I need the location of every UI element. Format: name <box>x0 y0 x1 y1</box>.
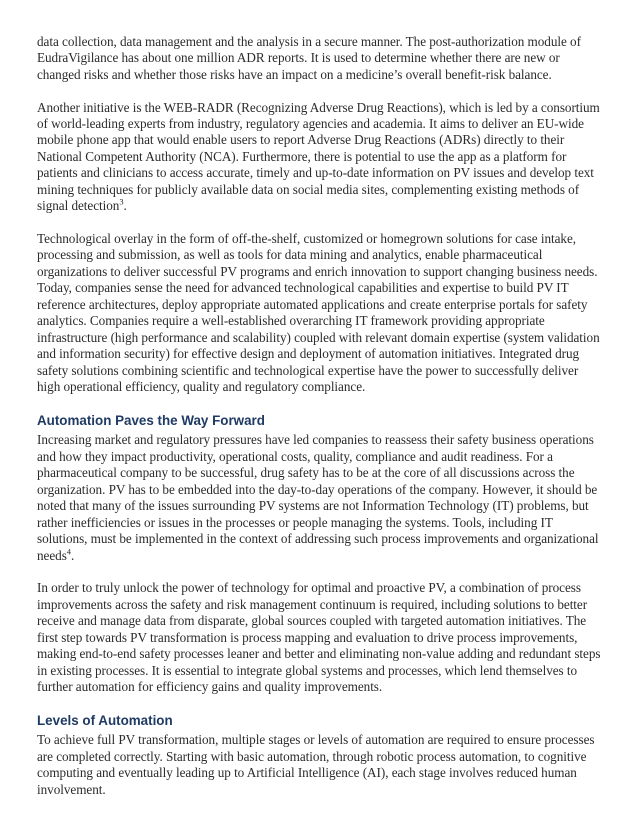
paragraph-market-pressures: Increasing market and regulatory pressures have led companies to reassess their safety business operations and how they impact productivity, operational costs, quality, compliance and audit readiness. For a pharmaceutical company to be successful, drug safety has to be at the core of all discussions across the organization. PV has to be embedded into the day-to-day operations of the company. However, it should be noted that many of the issues surrounding PV systems are not Information Technology (IT) problems, but rather inefficiencies or issues in the processes or people managing the systems. Tools, including IT solutions, must be implemented in the context of addressing such process improvements and organizational needs$^4$. <box>37 432 599 563</box>
paragraph-eudravigilance: data collection, data management and the analysis in a secure manner. The post-authorization module of EudraVigilance has about one million ADR reports. It is used to determine whether there are new or changed risks and whether those risks have an impact on a medicine’s overall benefit-risk balance. <box>37 34 581 82</box>
paragraph-unlock-power: In order to truly unlock the power of technology for optimal and proactive PV, a combination of process improvements across the safety and risk management continuum is required, including solutions to better receive and manage data from disparate, global sources coupled with targeted automation initiatives. The first step towards PV transformation is process mapping and evaluation to drive process improvements, making end-to-end safety processes leaner and better and eliminating non-value adding and redundant steps in existing processes. It is essential to integrate global systems and processes, which lend themselves to further automation for efficiency gains and quality improvements. <box>37 580 601 694</box>
footnote-ref[interactable]: 3 <box>119 196 124 207</box>
heading-levels: Levels of Automation <box>37 713 173 729</box>
paragraph-full-transformation: To achieve full PV transformation, multiple stages or levels of automation are required to ensure processes are completed correctly. Starting with basic automation, through robotic process automation, to cognitive computing and eventually leading up to Artificial Intelligence (AI), each stage involves reduced human involvement. <box>37 732 595 797</box>
footnote-ref[interactable]: 4 <box>66 546 71 557</box>
paragraph-web-radr: Another initiative is the WEB-RADR (Recognizing Adverse Drug Reactions), which is led by a consortium of world-leading experts from industry, regulatory agencies and academia. It aims to deliver an EU-wide mobile phone app that would enable users to report Adverse Drug Reactions (ADRs) directly to their National Competent Authority (NCA). Furthermore, there is potential to use the app as a platform for patients and clinicians to access accurate, timely and up-to-date information on PV issues and develop text mining techniques for publicly available data on social media sites, complementing existing methods of signal detection$^3$. <box>37 99 600 214</box>
paragraph-technological-overlay: Technological overlay in the form of off-the-shelf, customized or homegrown solutions for case intake, processing and submission, as well as tools for data mining and analytics, enable pharmaceutical organizations to deliver successful PV programs and enrich innovation to support changing business needs. Today, companies sense the need for advanced technological capabilities and expertise to build PV IT reference architectures, deploy appropriate automated applications and create enterprise portals for safety analytics. Companies require a well-established overarching IT framework providing appropriate infrastructure (high performance and scalability) coupled with relevant domain expertise (system validation and information security) for effective design and deployment of automation initiatives. Integrated drug safety solutions combining scientific and technological expertise have the power to successfully deliver high operational efficiency, quality and regulatory compliance. <box>37 230 600 394</box>
heading-automation: Automation Paves the Way Forward <box>37 413 265 429</box>
document-page <box>37 34 603 798</box>
